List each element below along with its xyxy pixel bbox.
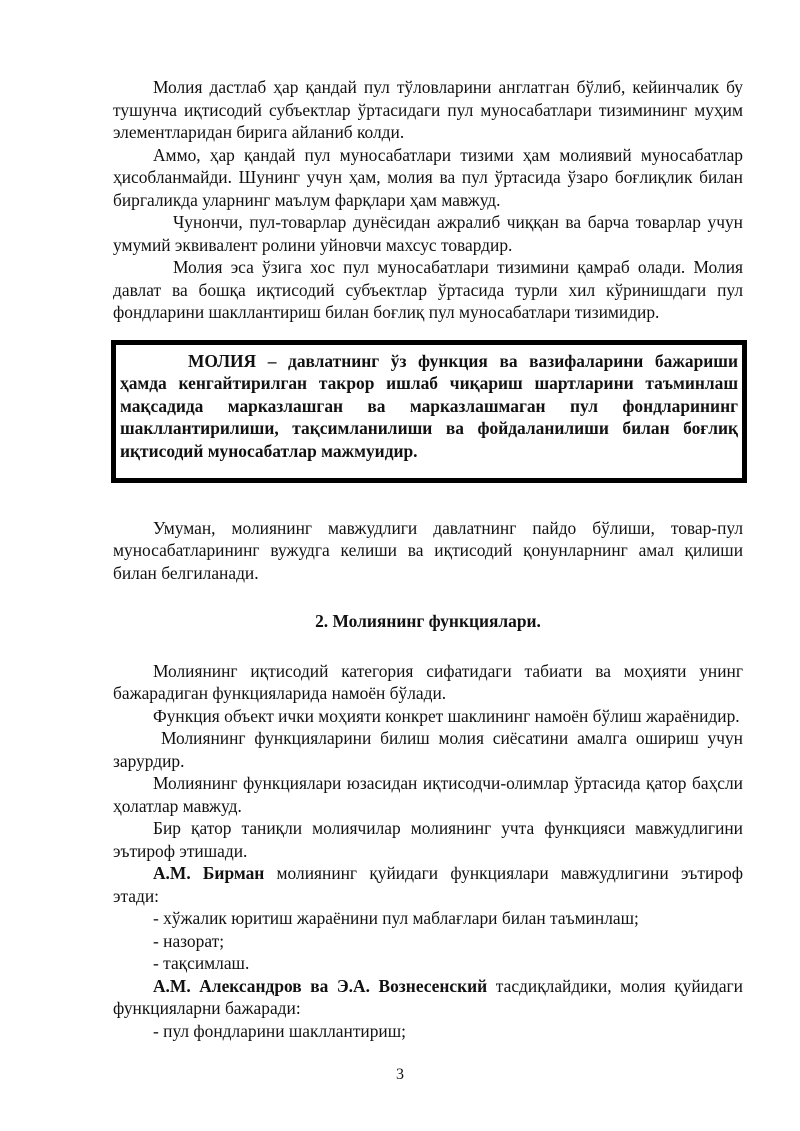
- paragraph-text: молиянинг қуйидаги функциялари мавжудлигини эътироф этади:: [113, 863, 743, 906]
- page-number: 3: [396, 1066, 404, 1083]
- paragraph: Чунончи, пул-товарлар дунёсидан ажралиб чиққан ва барча товарлар учун умумий эквивалент ролини уйновчи махсус товардир.: [113, 212, 743, 255]
- list-item: - хўжалик юритиш жараёнини пул маблағлари билан таъминлаш;: [153, 908, 639, 928]
- paragraph: Молия дастлаб ҳар қандай пул тўловларини англатган бўлиб, кейинчалик бу тушунча иқтисодий субъектлар ўртасидаги пул муносабатлари тизимининг муҳим элементларидан бирига айланиб колди.: [113, 77, 743, 142]
- paragraph: Молиянинг функциялари юзасидан иқтисодчи-олимлар ўртасида қатор баҳсли ҳолатлар мавжуд.: [113, 773, 743, 816]
- section-heading: 2. Молиянинг функциялари.: [315, 611, 541, 631]
- paragraph: Молиянинг функцияларини билиш молия сиёсатини амалга ошириш учун зарурдир.: [113, 728, 743, 771]
- paragraph: Умуман, молиянинг мавжудлиги давлатнинг пайдо бўлиши, товар-пул муносабатларининг вужудга келиши ва иқтисодий қонунларнинг амал қилиши билан белгиланади.: [113, 517, 743, 583]
- paragraph-aleksandrov: [113, 975, 743, 1020]
- paragraph: Аммо, ҳар қандай пул муносабатлари тизими ҳам молиявий муносабатлар ҳисобланмайди. Шунинг учун ҳам, молия ва пул ўртасида ўзаро боғлиқлик билан биргаликда уларнинг маълум фарқлари ҳам мавжуд.: [113, 144, 743, 210]
- author-name: А.М. Бирман: [153, 863, 265, 883]
- document-page: [113, 76, 743, 1042]
- paragraph: Функция объект ички моҳияти конкрет шаклининг намоён бўлиш жараёнидир.: [153, 705, 740, 726]
- list-item: - назорат;: [153, 930, 225, 951]
- paragraph-birman: [113, 862, 743, 907]
- paragraph: Бир қатор таниқли молиячилар молиянинг учта функцияси мавжудлигини эътироф этишади.: [113, 818, 743, 861]
- list-item: - тақсимлаш.: [153, 953, 250, 973]
- paragraph: Молиянинг иқтисодий категория сифатидаги табиати ва моҳияти унинг бажарадиган функцияларида намоён бўлади.: [113, 660, 743, 703]
- definition-box: [111, 340, 747, 483]
- list-item: - пул фондларини шакллантириш;: [153, 1020, 406, 1041]
- paragraph-text: тасдиқлайдики, молия қуйидаги функцияларни бажаради:: [113, 975, 743, 1018]
- author-name: А.М. Александров ва Э.А. Вознесенский: [153, 975, 488, 996]
- definition-text: МОЛИЯ – давлатнинг ўз функция ва вазифаларини бажариши ҳамда кенгайтирилган такрор ишлаб чиқариш шартларини таъминлаш мақсадида марказлашган ва марказлашмаган пул фондларининг шакллантирилиши, тақсимланилиши ва фойдаланилиши билан боғлиқ иқтисодий муносабатлар мажмуидир.: [120, 350, 738, 461]
- paragraph: Молия эса ўзига хос пул муносабатлари тизимини қамраб олади. Молия давлат ва бошқа иқтисодий субъектлар ўртасида турли хил кўринишдаги пул фондларини шакллантириш билан боғлиқ пул муносабатлари тизимидир.: [113, 257, 743, 322]
